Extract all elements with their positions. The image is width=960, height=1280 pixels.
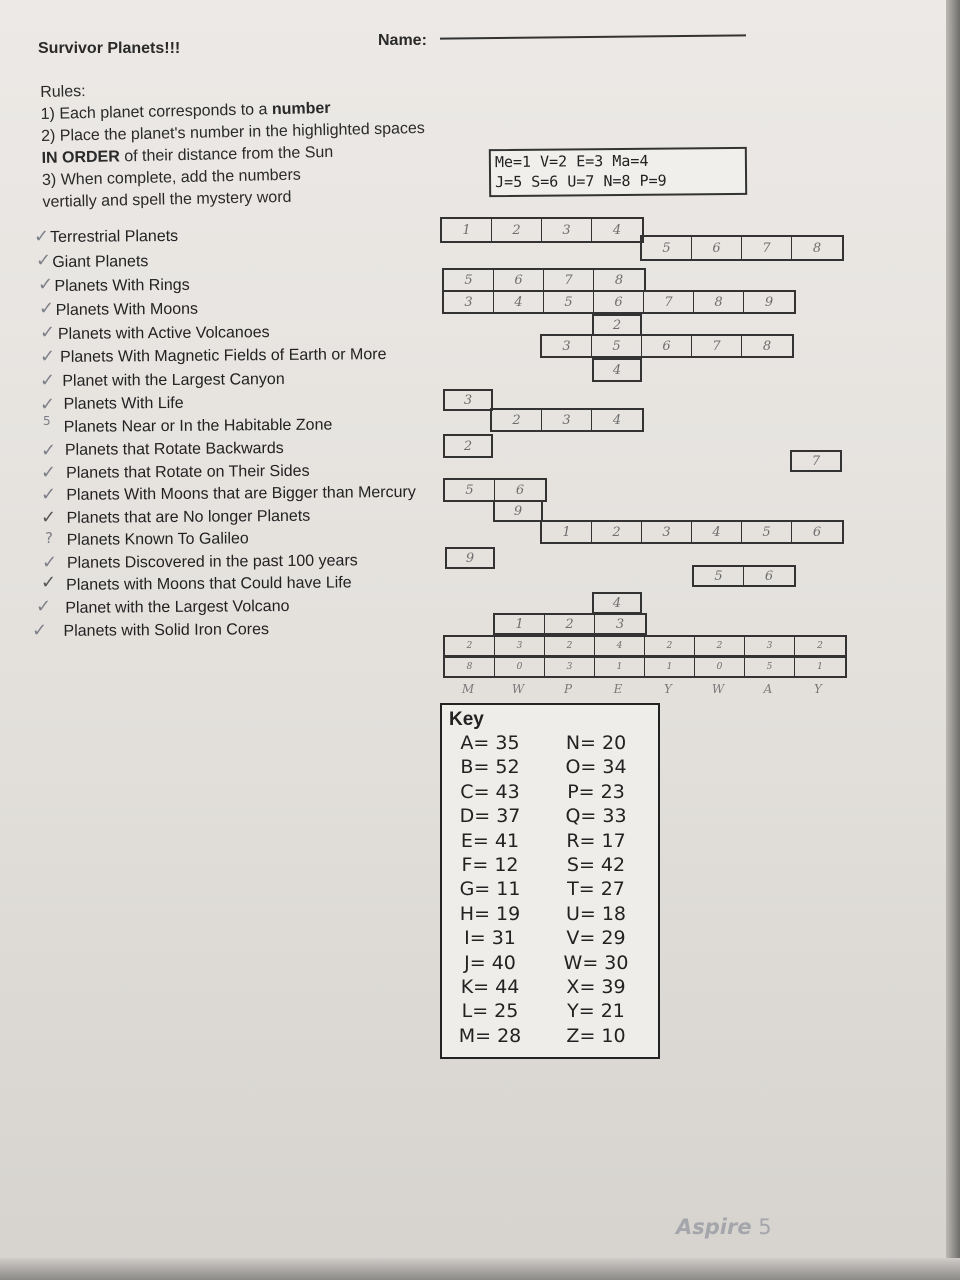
worksheet-title: Survivor Planets!!! (38, 40, 181, 57)
answer-cell[interactable]: 3 (444, 292, 494, 312)
check-mark-icon: ✓ (39, 298, 55, 319)
answer-cell[interactable]: 2 (592, 522, 642, 542)
check-mark-icon: ✓ (40, 322, 56, 343)
answer-row-giant (640, 235, 844, 261)
sum-cell[interactable]: 4 (595, 637, 645, 655)
rules-heading: Rules: (40, 83, 86, 101)
category-item: Planets With Moons that are Bigger than Mercury (66, 483, 416, 504)
key-entry: S= 42 (566, 854, 626, 877)
answer-row-life (443, 389, 493, 411)
laptop-brand-logo (676, 1215, 772, 1239)
answer-row-volcanoes (592, 314, 642, 336)
sum-cell[interactable]: 3 (545, 658, 595, 676)
key-entry: P= 23 (567, 780, 625, 803)
category-item: Planets with Active Volcanoes (57, 324, 270, 343)
category-item: Planets that are No longer Planets (66, 507, 311, 527)
sum-cell[interactable]: 8 (445, 658, 495, 676)
check-mark-icon: ✓ (41, 440, 57, 461)
sum-cell[interactable]: 2 (645, 637, 695, 655)
answer-cell[interactable]: 6 (692, 237, 742, 259)
answer-cell[interactable]: 6 (764, 568, 774, 584)
answer-row-habitable (490, 408, 644, 432)
mystery-word-letters (443, 682, 843, 696)
category-item: Planets With Life (63, 394, 184, 413)
key-entry: C= 43 (460, 780, 520, 803)
sum-cell[interactable]: 0 (495, 658, 545, 676)
paper-edge-shadow (946, 0, 960, 1280)
key-entry: G= 11 (459, 878, 521, 901)
sum-cell[interactable]: 2 (817, 641, 823, 651)
answer-cell[interactable]: 2 (492, 219, 542, 241)
sum-cell[interactable]: 2 (545, 637, 595, 655)
answer-row-discovered (445, 547, 495, 569)
key-title: Key (449, 709, 484, 730)
category-item: Terrestrial Planets (50, 227, 179, 246)
mystery-letter: M (461, 682, 475, 696)
key-entry: V= 29 (566, 927, 626, 950)
answer-cell[interactable]: 2 (545, 615, 595, 633)
key-entry: A= 35 (460, 732, 520, 754)
key-entry: U= 18 (565, 902, 627, 925)
answer-row-rings (442, 268, 646, 292)
category-item: Planets Discovered in the past 100 years (66, 552, 358, 572)
answer-cell[interactable]: 9 (465, 550, 475, 566)
rule-2b-text: of their distance from the Sun (119, 143, 334, 166)
sum-cell[interactable]: 2 (445, 637, 495, 655)
mystery-letter: E (613, 682, 623, 696)
key-entry: N= 20 (565, 732, 627, 754)
mystery-letter: Y (664, 682, 672, 696)
check-mark-icon: ✓ (40, 394, 56, 415)
answer-cell[interactable]: 4 (612, 595, 622, 611)
planet-legend-line-1: Me=1 V=2 E=3 Ma=4 (494, 151, 649, 172)
answer-cell[interactable]: 4 (494, 292, 544, 312)
answer-cell[interactable]: 6 (642, 336, 692, 356)
key-entry: F= 12 (461, 854, 519, 877)
circled-number-mark: 5 (43, 414, 51, 428)
key-entry: K= 44 (460, 976, 520, 999)
answer-cell[interactable]: 7 (811, 453, 821, 469)
key-entry: E= 41 (460, 829, 520, 852)
rule-1-text: 1) Each planet corresponds to a (40, 101, 273, 123)
rules-block (40, 74, 426, 214)
category-item: Planets with Moons that Could have Life (66, 574, 352, 594)
check-mark-icon: ✓ (32, 620, 48, 641)
answer-cell[interactable]: 5 (642, 237, 692, 259)
mystery-letter: Y (814, 682, 822, 696)
sum-cell[interactable]: 2 (695, 637, 745, 655)
category-item: Planets Known To Galileo (66, 530, 249, 549)
answer-cell[interactable]: 2 (612, 317, 622, 333)
sum-row-1 (443, 635, 847, 657)
sum-cell[interactable]: 3 (745, 637, 795, 655)
category-item: Planets With Magnetic Fields of Earth or More (60, 346, 387, 366)
answer-cell[interactable]: 3 (615, 616, 625, 632)
answer-cell[interactable]: 3 (542, 219, 592, 241)
rule-3b: vertially and spell the mystery word (42, 188, 292, 211)
answer-cell[interactable]: 6 (494, 270, 544, 290)
answer-cell[interactable]: 4 (612, 222, 622, 238)
answer-cell[interactable]: 8 (614, 272, 624, 288)
category-item: Planets that Rotate Backwards (64, 439, 284, 459)
answer-cell[interactable]: 9 (513, 503, 523, 519)
key-entry: J= 40 (464, 951, 516, 974)
mystery-letter: A (763, 682, 773, 696)
rule-2: 2) Place the planet's number in the highlighted spaces (40, 119, 425, 145)
answer-cell[interactable]: 3 (542, 410, 592, 430)
key-entry: W= 30 (563, 951, 629, 974)
answer-row-sides (790, 450, 842, 472)
brand-name: Aspire (676, 1215, 752, 1239)
mystery-letter: W (711, 682, 725, 696)
answer-cell[interactable]: 7 (544, 270, 594, 290)
key-entry: B= 52 (460, 756, 520, 779)
key-entry: Z= 10 (566, 1024, 626, 1047)
category-item: Planets With Moons (55, 300, 199, 319)
answer-cell[interactable]: 9 (764, 294, 774, 310)
answer-cell[interactable]: 6 (594, 292, 644, 312)
answer-cell[interactable]: 3 (542, 336, 592, 356)
key-entry: D= 37 (459, 805, 521, 828)
key-column-a-m (456, 731, 524, 1048)
sum-cell[interactable]: 1 (817, 662, 823, 672)
rule-3a: 3) When complete, add the numbers (41, 166, 301, 189)
answer-row-backwards (443, 434, 493, 458)
key-entry: M= 28 (458, 1024, 522, 1047)
check-mark-icon: ✓ (34, 226, 50, 247)
answer-cell[interactable]: 5 (592, 336, 642, 356)
answer-cell[interactable]: 4 (612, 362, 622, 378)
sum-cell[interactable]: 5 (745, 658, 795, 676)
name-label: Name: (378, 32, 427, 49)
category-item: Giant Planets (52, 253, 149, 271)
category-item: Planets Near or In the Habitable Zone (63, 416, 333, 436)
laptop-bezel (0, 1258, 960, 1280)
sum-cell[interactable]: 0 (695, 658, 745, 676)
answer-cell[interactable]: 5 (742, 522, 792, 542)
answer-cell[interactable]: 3 (463, 392, 473, 408)
check-mark-icon: ✓ (41, 462, 57, 483)
check-mark-icon: ✓ (40, 346, 56, 367)
key-entry: H= 19 (459, 902, 521, 925)
question-mark: ? (45, 529, 53, 547)
answer-row-moons-life (692, 565, 796, 587)
category-item: Planets that Rotate on Their Sides (66, 462, 310, 482)
key-entry: I= 31 (464, 927, 516, 950)
answer-cell[interactable]: 8 (762, 338, 772, 354)
answer-row-canyon (592, 358, 642, 382)
answer-cell[interactable]: 1 (542, 522, 592, 542)
check-mark-icon: ✓ (40, 370, 56, 391)
answer-cell[interactable]: 6 (812, 524, 822, 540)
answer-cell[interactable]: 8 (694, 292, 744, 312)
brand-model: 5 (751, 1215, 772, 1239)
category-item: Planets with Solid Iron Cores (63, 621, 270, 640)
category-item: Planet with the Largest Volcano (65, 597, 290, 617)
check-mark-icon: ✓ (38, 274, 54, 295)
answer-cell[interactable]: 7 (692, 336, 742, 356)
check-mark-icon: ✓ (42, 552, 58, 573)
answer-cell[interactable]: 1 (495, 615, 545, 633)
letter-key-box (440, 703, 660, 1059)
answer-cell[interactable]: 1 (442, 219, 492, 241)
answer-row-iron-cores (493, 613, 647, 635)
rule-2-bold: IN ORDER (41, 148, 120, 167)
answer-row-terrestrial (440, 217, 644, 243)
answer-cell[interactable]: 5 (444, 270, 494, 290)
answer-cell[interactable]: 4 (692, 522, 742, 542)
answer-row-moons (442, 290, 796, 314)
key-entry: T= 27 (567, 878, 625, 901)
mystery-letter: W (511, 682, 525, 696)
answer-cell[interactable]: 5 (544, 292, 594, 312)
answer-row-galileo (540, 520, 844, 544)
answer-cell[interactable]: 6 (515, 482, 525, 498)
answer-cell[interactable]: 8 (812, 240, 822, 256)
answer-cell[interactable]: 3 (642, 522, 692, 542)
sum-cell[interactable]: 1 (595, 658, 645, 676)
key-column-n-z (558, 731, 634, 1048)
key-entry: R= 17 (566, 829, 626, 852)
key-entry: X= 39 (566, 976, 626, 999)
answer-row-magnetic (540, 334, 794, 358)
planet-legend-line-2: J=5 S=6 U=7 N=8 P=9 (495, 171, 667, 192)
key-entry: Y= 21 (567, 1000, 625, 1023)
answer-row-no-longer (493, 500, 543, 522)
answer-row-volcano (592, 592, 642, 614)
check-mark-icon: ✓ (41, 507, 57, 528)
answer-cell[interactable]: 4 (612, 412, 622, 428)
answer-cell[interactable]: 2 (492, 410, 542, 430)
answer-cell[interactable]: 5 (694, 567, 744, 585)
sum-row-2 (443, 656, 847, 678)
key-entry: O= 34 (565, 756, 627, 779)
answer-cell[interactable]: 7 (742, 237, 792, 259)
mystery-letter: P (563, 682, 573, 696)
sum-cell[interactable]: 3 (495, 637, 545, 655)
key-entry: Q= 33 (565, 805, 627, 828)
check-mark-icon: ✓ (41, 572, 57, 593)
rule-1-bold: number (271, 99, 331, 119)
answer-cell[interactable]: 7 (644, 292, 694, 312)
check-mark-icon: ✓ (36, 250, 52, 271)
answer-cell[interactable]: 5 (445, 480, 495, 500)
planet-legend-box (489, 147, 747, 197)
sum-cell[interactable]: 1 (645, 658, 695, 676)
category-item: Planets With Rings (54, 276, 190, 295)
check-mark-icon: ✓ (36, 596, 52, 617)
key-entry: L= 25 (461, 1000, 519, 1023)
check-mark-icon: ✓ (41, 484, 57, 505)
answer-cell[interactable]: 2 (463, 438, 473, 454)
answer-row-big-moons (443, 478, 547, 502)
category-item: Planet with the Largest Canyon (62, 370, 285, 390)
